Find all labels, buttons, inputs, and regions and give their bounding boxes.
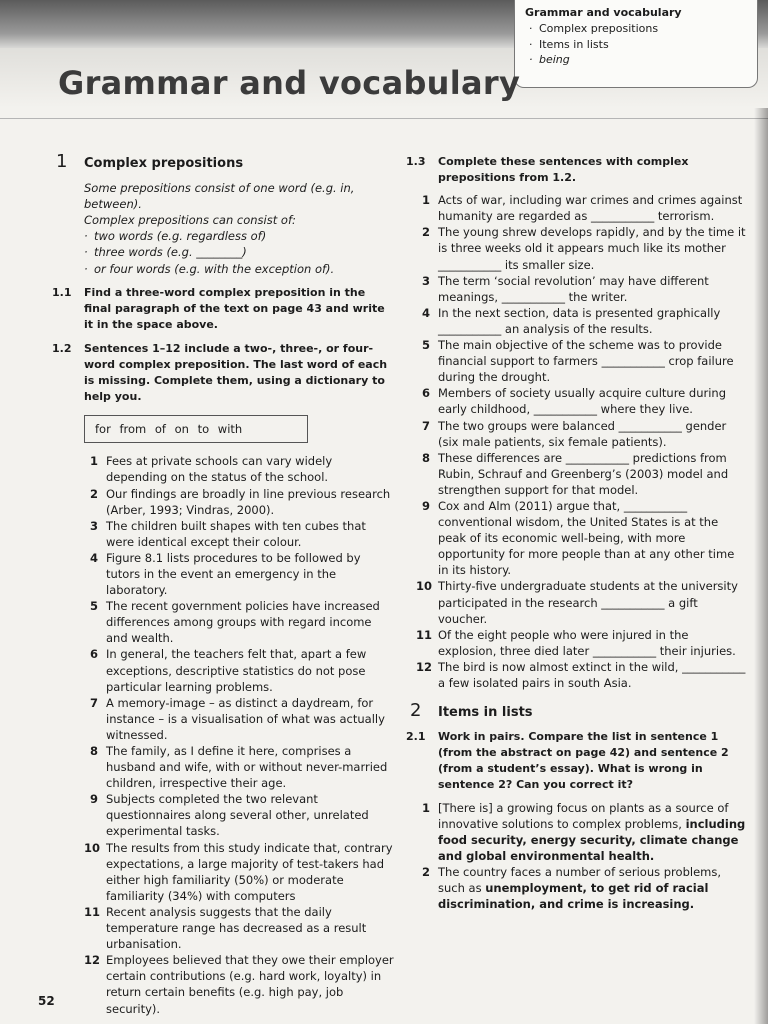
item-number: 8 bbox=[421, 450, 430, 465]
item-number: 10 bbox=[416, 579, 433, 594]
item-text-bold: unemployment, to get rid of racial discrimination, and crime is increasing. bbox=[438, 881, 709, 912]
item-text: The term ‘social revolution’ may have different meanings, ___________ the writer. bbox=[438, 273, 709, 304]
exercise-prompt: Complete these sentences with complex prepositions from 1.2. bbox=[438, 155, 689, 185]
item-text: The children built shapes with ten cubes that were identical except their colour. bbox=[106, 518, 366, 549]
item-number: 10 bbox=[84, 840, 101, 855]
exercise-number: 1.2 bbox=[52, 341, 72, 355]
exercise-prompt: Find a three-word complex preposition in the final paragraph of the text on page 43 and write it in the space above. bbox=[84, 285, 385, 331]
list-item bbox=[416, 498, 748, 578]
item-number: 1 bbox=[89, 454, 98, 469]
item-number: 8 bbox=[89, 744, 98, 758]
list-item bbox=[416, 273, 748, 305]
section-number: 2 bbox=[410, 700, 422, 722]
item-number: 6 bbox=[89, 647, 98, 662]
item-text: Recent analysis suggests that the daily temperature range has decreased as a result urbanisation. bbox=[106, 904, 367, 952]
item-text: The recent government policies have increased differences among groups with regard income and wealth. bbox=[106, 599, 380, 646]
example-list bbox=[404, 800, 748, 913]
list-item bbox=[84, 550, 396, 598]
item-number: 5 bbox=[421, 338, 430, 353]
page-edge-shadow bbox=[754, 108, 768, 1024]
item-text-bold: including food security, energy security, climate change and global environmental health. bbox=[438, 816, 746, 863]
list-item bbox=[416, 337, 748, 385]
summary-item: · being bbox=[525, 52, 747, 68]
sentence-list bbox=[44, 453, 396, 1016]
list-item bbox=[416, 864, 748, 912]
item-text: Thirty-five undergraduate students at the university participated in the research ___________ a gift voucher. bbox=[438, 579, 738, 626]
item-text: The two groups were balanced ___________ gender (six male patients, six female patients). bbox=[438, 418, 727, 449]
list-item bbox=[416, 224, 748, 272]
item-number: 4 bbox=[421, 305, 430, 320]
item-text: Figure 8.1 lists procedures to be followed by tutors in the event an emergency in the laboratory. bbox=[106, 550, 361, 598]
exercise-1-3 bbox=[404, 154, 748, 186]
summary-title: Grammar and vocabulary bbox=[525, 6, 682, 19]
left-column bbox=[44, 150, 396, 1017]
item-number: 5 bbox=[89, 599, 98, 614]
item-number: 1 bbox=[421, 193, 430, 208]
word-box: for from of on to with bbox=[84, 415, 308, 443]
list-item bbox=[84, 695, 396, 743]
list-item bbox=[84, 743, 396, 791]
item-number: 6 bbox=[421, 386, 430, 401]
item-number: 9 bbox=[421, 498, 430, 513]
item-text: Employees believed that they owe their employer certain contributions (e.g. hard work, loyalty) in return certain benefits (e.g. high pay, job security). bbox=[106, 953, 394, 1016]
item-text: In the next section, data is presented graphically ___________ an analysis of the results. bbox=[438, 305, 721, 336]
item-text: Acts of war, including war crimes and crimes against humanity are regarded as ___________ terrorism. bbox=[438, 193, 743, 224]
item-text: Cox and Alm (2011) argue that, ___________ conventional wisdom, the United States is at the peak of its economic well-being, with more opportunity for more people than at any other time in its history. bbox=[438, 498, 735, 578]
summary-item: · Items in lists bbox=[525, 37, 747, 53]
intro-text bbox=[44, 180, 396, 277]
item-number: 3 bbox=[421, 273, 430, 288]
list-item bbox=[84, 904, 396, 952]
item-text: Subjects completed the two relevant questionnaires along several other, unrelated experimental tasks. bbox=[106, 792, 369, 839]
item-text bbox=[438, 864, 748, 912]
list-item bbox=[84, 952, 396, 1016]
list-item bbox=[84, 453, 396, 485]
item-text: Members of society usually acquire culture during early childhood, ___________ where they live. bbox=[438, 386, 727, 417]
item-number: 1 bbox=[421, 800, 430, 815]
list-item bbox=[416, 192, 748, 224]
item-number: 7 bbox=[421, 418, 430, 433]
item-number: 11 bbox=[84, 904, 101, 919]
list-item bbox=[84, 840, 396, 904]
item-number: 2 bbox=[421, 225, 430, 240]
right-column bbox=[404, 150, 748, 912]
list-item bbox=[416, 385, 748, 417]
item-number: 11 bbox=[416, 627, 433, 642]
summary-item: · Complex prepositions bbox=[525, 21, 747, 37]
item-text: These differences are ___________ predictions from Rubin, Schrauf and Greenberg’s (2003) model and strengthen support for that model. bbox=[438, 450, 729, 497]
list-item bbox=[84, 598, 396, 646]
item-number: 7 bbox=[89, 695, 98, 710]
item-text: The family, as I define it here, comprises a husband and wife, with or without never-married children, irrespective their age. bbox=[106, 744, 388, 791]
item-number: 12 bbox=[416, 659, 433, 674]
exercise-number: 2.1 bbox=[406, 730, 426, 744]
item-number: 9 bbox=[89, 792, 98, 807]
list-item bbox=[416, 578, 748, 626]
item-number: 2 bbox=[89, 486, 98, 501]
list-item bbox=[416, 800, 748, 864]
item-number: 2 bbox=[421, 864, 430, 879]
exercise-prompt: Work in pairs. Compare the list in sentence 1 (from the abstract on page 42) and sentence 2 (from a student’s essay). What is wrong in sentence 2? Can you correct it? bbox=[438, 730, 729, 792]
unit-summary-box bbox=[514, 0, 758, 88]
list-item bbox=[84, 646, 396, 694]
item-text: The bird is now almost extinct in the wild, ___________ a few isolated pairs in south Asia. bbox=[438, 659, 746, 690]
list-item bbox=[416, 305, 748, 337]
exercise-number: 1.3 bbox=[406, 155, 426, 168]
section-title: Items in lists bbox=[438, 705, 533, 721]
item-text-plain: [There is] a growing focus on plants as a source of innovative solutions to complex problems, bbox=[438, 800, 729, 831]
exercise-2-1 bbox=[404, 729, 748, 793]
bullet: · or four words (e.g. with the exception of). bbox=[84, 261, 396, 277]
item-text: Fees at private schools can vary widely depending on the status of the school. bbox=[106, 454, 333, 485]
item-text: Our findings are broadly in line previous research (Arber, 1993; Vindras, 2000). bbox=[106, 486, 391, 517]
exercise-prompt: Sentences 1–12 include a two-, three-, or four-word complex preposition. The last word of each is missing. Complete them, using a dictionary to help you. bbox=[84, 341, 388, 404]
item-text: The young shrew develops rapidly, and by the time it is three weeks old it appears much like its mother ___________ its smaller size. bbox=[438, 225, 746, 272]
list-item bbox=[416, 418, 748, 450]
exercise-1-2 bbox=[44, 341, 396, 405]
list-item bbox=[84, 518, 396, 550]
page-title: Grammar and vocabulary bbox=[58, 64, 521, 102]
section-heading bbox=[44, 151, 396, 172]
list-item bbox=[416, 627, 748, 659]
page-number: 52 bbox=[38, 994, 55, 1008]
item-text: The results from this study indicate that, contrary expectations, a large majority of test-takers had either high familiarity (50%) or moderate familiarity (34%) with computers bbox=[106, 840, 393, 903]
section-number: 1 bbox=[56, 151, 68, 172]
item-text-plain: The country faces a number of serious problems, such as bbox=[438, 864, 721, 896]
bullet: · three words (e.g. ________) bbox=[84, 244, 396, 260]
item-text: Of the eight people who were injured in the explosion, three died later ___________ their injuries. bbox=[438, 627, 736, 658]
item-number: 4 bbox=[89, 550, 98, 565]
item-text: A memory-image – as distinct a daydream, for instance – is a visualisation of what was actually witnessed. bbox=[106, 695, 385, 742]
list-item bbox=[84, 486, 396, 518]
section-heading bbox=[404, 700, 748, 722]
exercise-number: 1.1 bbox=[52, 285, 72, 299]
item-text: The main objective of the scheme was to provide financial support to farmers ___________ crop failure during the drought. bbox=[438, 338, 734, 385]
item-text: In general, the teachers felt that, apart a few exceptions, descriptive statistics do not pose particular learning problems. bbox=[106, 647, 367, 694]
intro-line: Complex prepositions can consist of: bbox=[84, 213, 296, 228]
item-text bbox=[438, 800, 748, 864]
section-title: Complex prepositions bbox=[84, 156, 244, 171]
list-item bbox=[416, 450, 748, 498]
item-number: 12 bbox=[84, 953, 101, 968]
exercise-1-1 bbox=[44, 285, 396, 333]
list-item bbox=[416, 659, 748, 691]
list-item bbox=[84, 791, 396, 839]
divider bbox=[0, 118, 768, 119]
item-number: 3 bbox=[89, 518, 98, 533]
bullet: · two words (e.g. regardless of) bbox=[84, 228, 396, 244]
intro-line: Some prepositions consist of one word (e.g. in, between). bbox=[84, 181, 355, 212]
completion-list bbox=[404, 192, 748, 691]
